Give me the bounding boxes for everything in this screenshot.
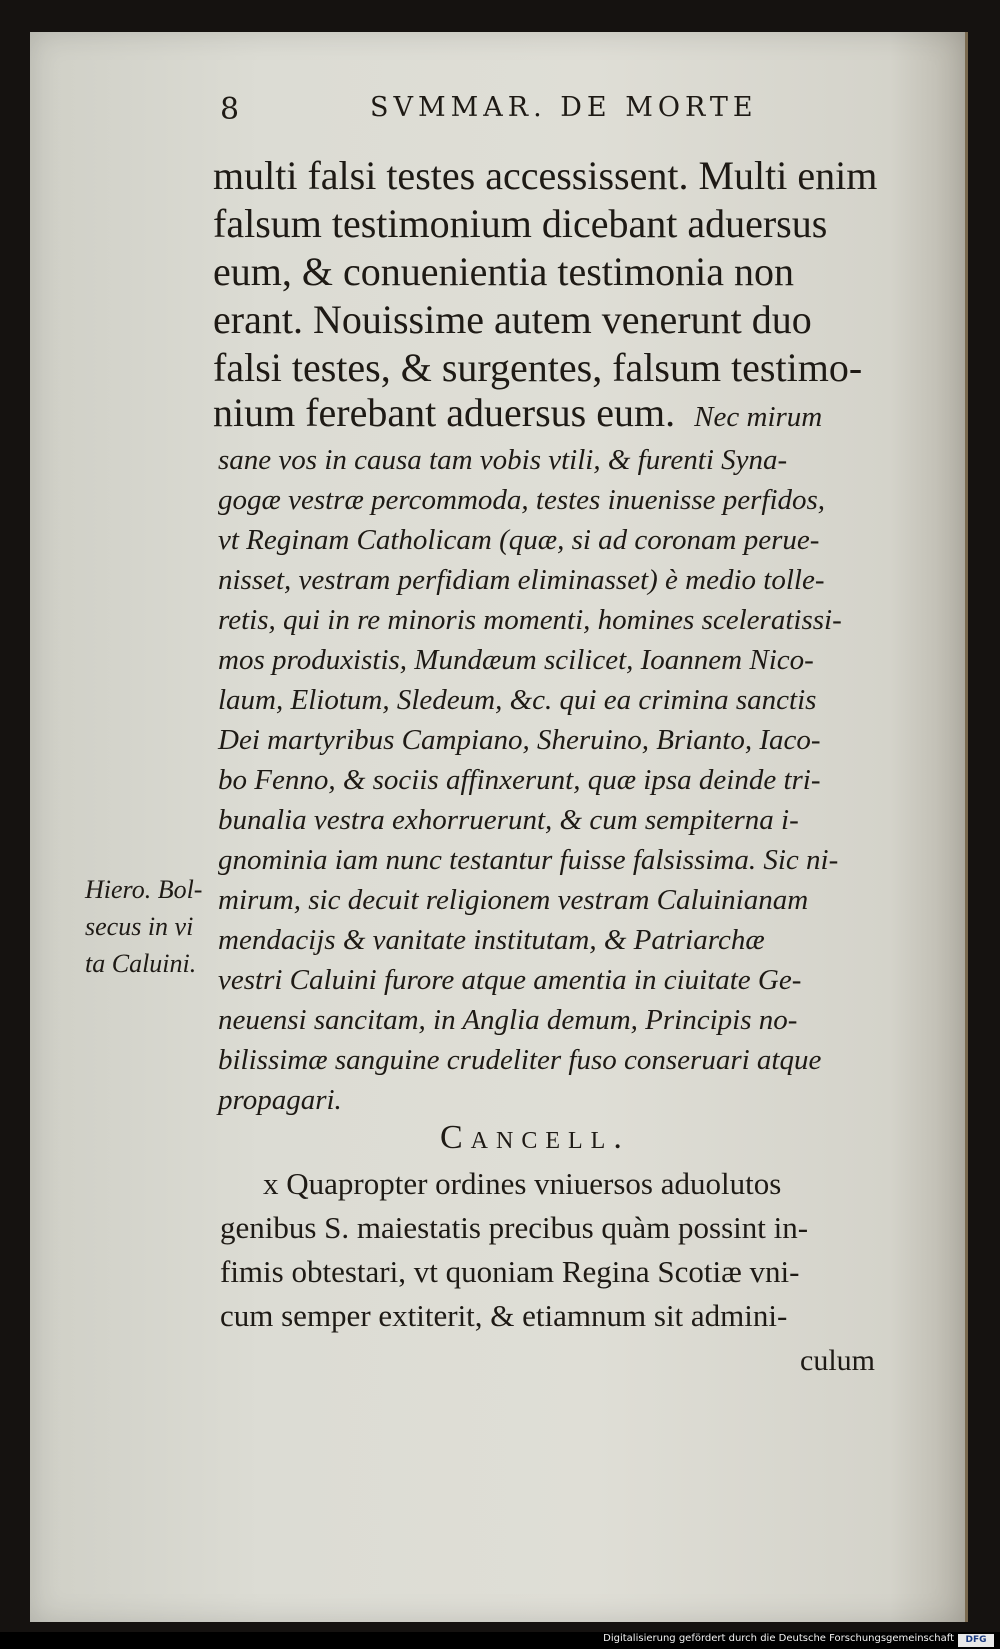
italic-line: retis, qui in re minoris momenti, homines sceleratissi-: [218, 604, 842, 636]
text-line-mixed: [213, 389, 822, 436]
text-line: eum, & conuenientia testimonia non: [213, 249, 794, 294]
italic-segment: Nec mirum: [694, 401, 823, 433]
margin-note-line: ta Caluini.: [85, 949, 197, 978]
catchword: culum: [800, 1344, 875, 1377]
italic-line: neuensi sancitam, in Anglia demum, Principis no-: [218, 1004, 798, 1036]
footer-bar: [0, 1632, 1000, 1649]
section-line: genibus S. maiestatis precibus quàm possint in-: [220, 1210, 809, 1245]
book-page: [30, 32, 968, 1622]
funding-notice: Digitalisierung gefördert durch die Deutsche Forschungsgemeinschaft: [603, 1633, 954, 1644]
section-heading: Cancell.: [440, 1119, 630, 1156]
italic-line: mendacijs & vanitate institutam, & Patriarchæ: [218, 924, 765, 956]
italic-line: Dei martyribus Campiano, Sheruino, Brianto, Iaco-: [218, 724, 821, 756]
italic-line: vestri Caluini furore atque amentia in ciuitate Ge-: [218, 964, 802, 996]
italic-line: laum, Eliotum, Sledeum, &c. qui ea crimina sanctis: [218, 684, 817, 716]
italic-line: bunalia vestra exhorruerunt, & cum sempiterna i-: [218, 804, 799, 836]
italic-line: gogæ vestræ percommoda, testes inuenisse perfidos,: [218, 484, 826, 516]
running-title: SVMMAR. DE MORTE: [370, 92, 758, 123]
text-line: multi falsi testes accessissent. Multi enim: [213, 153, 878, 198]
text-line: falsum testimonium dicebant aduersus: [213, 201, 828, 246]
italic-line: propagari.: [218, 1084, 342, 1116]
text-line: erant. Nouissime autem venerunt duo: [213, 297, 812, 342]
section-line: x Quapropter ordines vniuersos aduolutos: [263, 1166, 782, 1201]
running-header: [30, 92, 965, 132]
italic-line: sane vos in causa tam vobis vtili, & furenti Syna-: [218, 444, 788, 476]
italic-line: mos produxistis, Mundæum scilicet, Ioannem Nico-: [218, 644, 814, 676]
italic-line: nisset, vestram perfidiam eliminasset) è medio tolle-: [218, 564, 825, 596]
italic-line: gnominia iam nunc testantur fuisse falsissima. Sic ni-: [218, 844, 839, 876]
italic-line: mirum, sic decuit religionem vestram Caluinianam: [218, 884, 809, 916]
text-line: falsi testes, & surgentes, falsum testimo-: [213, 345, 863, 390]
dfg-logo-icon: DFG: [958, 1634, 994, 1647]
margin-note-line: secus in vi: [85, 912, 194, 941]
italic-line: bo Fenno, & sociis affinxerunt, quæ ipsa deinde tri-: [218, 764, 821, 796]
italic-line: vt Reginam Catholicam (quæ, si ad coronam perue-: [218, 524, 820, 556]
margin-note-line: Hiero. Bol-: [85, 875, 203, 904]
page-number: 8: [220, 92, 240, 127]
roman-segment: nium ferebant aduersus eum.: [213, 390, 676, 435]
section-line: fimis obtestari, vt quoniam Regina Scotiæ vni-: [220, 1254, 800, 1289]
section-line: cum semper extiterit, & etiamnum sit admini-: [220, 1298, 788, 1333]
italic-line: bilissimæ sanguine crudeliter fuso conseruari atque: [218, 1044, 822, 1076]
